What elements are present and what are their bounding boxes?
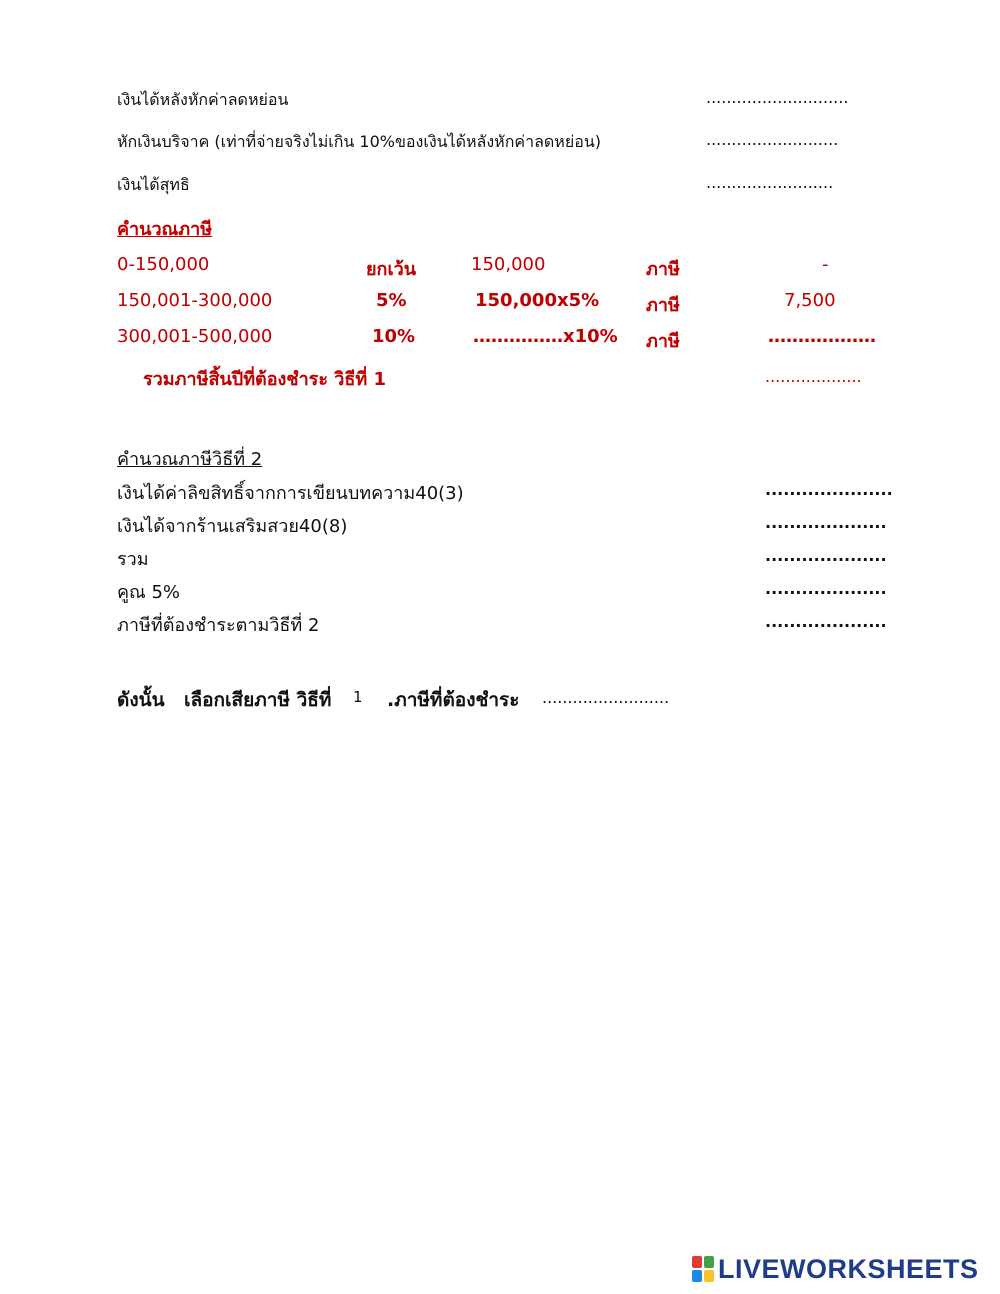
donation-deduction-blank[interactable]: .......................... <box>706 130 839 149</box>
donation-deduction-label: หักเงินบริจาค (เท่าที่จ่ายจริงไม่เกิน 10%ของเงินได้หลังหักค่าลดหย่อน) <box>117 132 601 151</box>
bracket-3-rate: 10% <box>372 326 416 347</box>
copyright-income-label: เงินได้ค่าลิขสิทธิ์จากการเขียนบทความ40(3) <box>117 483 464 504</box>
tax-calculation-heading: คำนวณภาษี <box>117 219 213 240</box>
total-tax-method-1-label: รวมภาษีสิ้นปีที่ต้องชำระ วิธีที่ 1 <box>143 369 387 390</box>
bracket-1-tax-label: ภาษี <box>646 259 680 280</box>
bracket-2-rate: 5% <box>376 290 407 311</box>
sum-blank[interactable]: .................... <box>765 546 887 565</box>
bracket-3-tax-label: ภาษี <box>646 331 680 352</box>
salon-income-label: เงินได้จากร้านเสริมสวย40(8) <box>117 516 348 537</box>
liveworksheets-logo <box>692 1253 979 1285</box>
bracket-2-tax: 7,500 <box>784 290 836 311</box>
bracket-2-base: 150,000x5% <box>475 290 600 311</box>
sum-label: รวม <box>117 549 149 570</box>
bracket-1-tax: - <box>822 254 829 275</box>
conclusion-tax-blank[interactable]: ......................... <box>542 688 670 707</box>
net-income-blank[interactable]: ......................... <box>706 173 834 192</box>
bracket-2-range: 150,001-300,000 <box>117 290 273 311</box>
bracket-3-tax-blank[interactable]: ……………… <box>768 326 876 347</box>
logo-text: LIVEWORKSHEETS <box>718 1253 979 1284</box>
conclusion-prefix: ดังนั้น <box>117 689 165 711</box>
total-tax-method-1-blank[interactable]: ................... <box>765 367 862 386</box>
conclusion-method-number: 1 <box>353 688 363 706</box>
multiply-5-label: คูณ 5% <box>117 582 181 603</box>
conclusion-tax-label: .ภาษีที่ต้องชำระ <box>387 689 520 711</box>
bracket-3-base-blank[interactable]: ……………x10% <box>473 326 618 347</box>
multiply-5-blank[interactable]: .................... <box>765 579 887 598</box>
bracket-1-base: 150,000 <box>471 254 546 275</box>
net-income-after-deductions-label: เงินได้หลังหักค่าลดหย่อน <box>117 90 289 109</box>
bracket-2-tax-label: ภาษี <box>646 295 680 316</box>
salon-income-blank[interactable]: .................... <box>765 513 887 532</box>
liveworksheets-mark-icon <box>692 1256 714 1282</box>
bracket-3-range: 300,001-500,000 <box>117 326 273 347</box>
net-income-label: เงินได้สุทธิ <box>117 175 190 194</box>
bracket-1-range: 0-150,000 <box>117 254 210 275</box>
bracket-1-rate: ยกเว้น <box>366 259 417 280</box>
copyright-income-blank[interactable]: ..................... <box>765 480 893 499</box>
tax-method-2-heading: คำนวณภาษีวิธีที่ 2 <box>117 449 263 470</box>
tax-method-2-blank[interactable]: .................... <box>765 612 887 631</box>
tax-method-2-label: ภาษีที่ต้องชำระตามวิธีที่ 2 <box>117 615 320 636</box>
net-income-after-deductions-blank[interactable]: ............................ <box>706 88 849 107</box>
conclusion-choose-label: เลือกเสียภาษี วิธีที่ <box>184 689 332 711</box>
